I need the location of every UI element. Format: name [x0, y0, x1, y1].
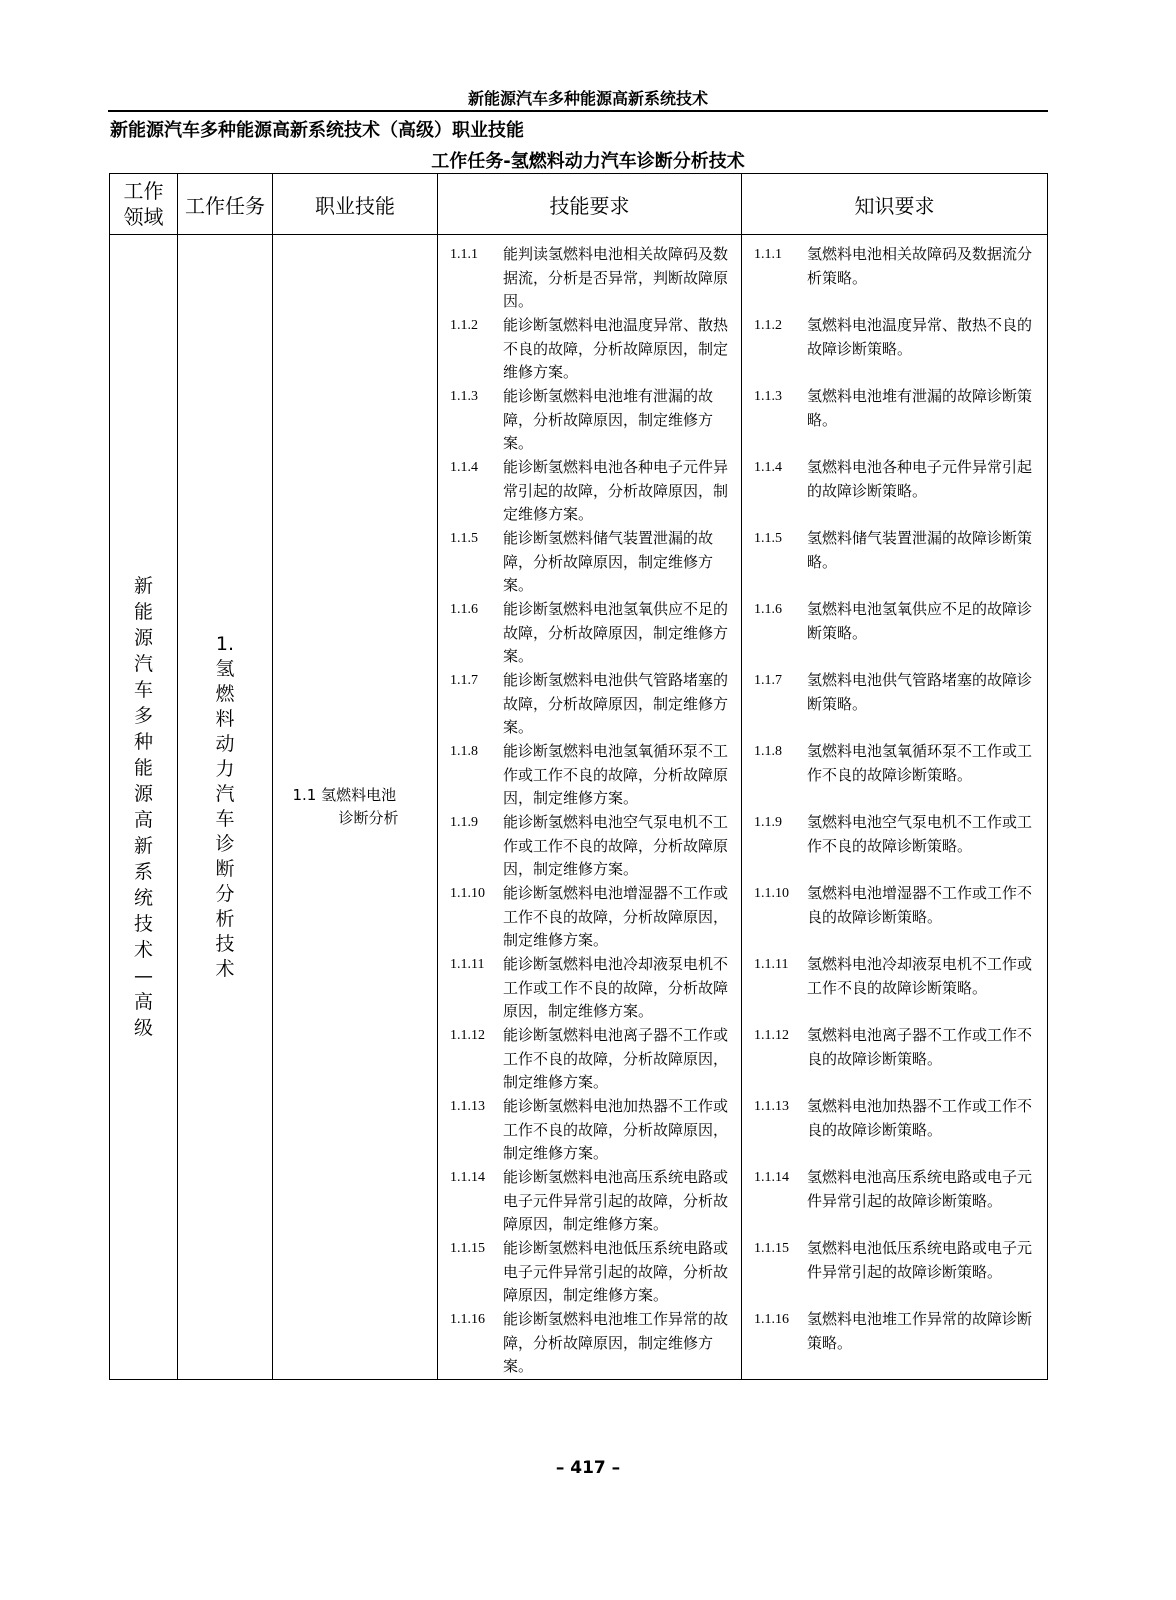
knowledge-requirements-cell — [742, 235, 1048, 1380]
knowledge-requirement-item-text: 氢燃料电池各种电子元件异常引起的故障诊断策略。 — [807, 458, 1033, 500]
skill-requirement-item-text: 能诊断氢燃料电池加热器不工作或工作不良的故障，分析故障原因，制定维修方案。 — [503, 1097, 729, 1162]
skill-cell — [273, 235, 438, 1380]
knowledge-requirement-item — [742, 882, 1047, 953]
skill-requirement-item-number: 1.1.7 — [450, 673, 478, 688]
skill-requirement-item-number: 1.1.14 — [450, 1170, 485, 1185]
knowledge-requirement-item — [742, 669, 1047, 740]
skill-requirement-item-text: 能诊断氢燃料电池离子器不工作或工作不良的故障，分析故障原因，制定维修方案。 — [503, 1026, 729, 1091]
knowledge-requirement-item-number: 1.1.1 — [754, 247, 782, 262]
knowledge-requirement-item — [742, 811, 1047, 882]
skill-requirement-item — [438, 527, 741, 598]
skill-requirements-cell — [438, 235, 742, 1380]
skill-line-2: 诊断分析 — [338, 809, 399, 827]
skill-requirement-item-number: 1.1.1 — [450, 247, 478, 262]
header-knowledge-requirements: 知识要求 — [742, 174, 1048, 235]
skill-requirement-item-text: 能判读氢燃料电池相关故障码及数据流，分析是否异常，判断故障原因。 — [503, 245, 729, 310]
knowledge-requirement-item-number: 1.1.4 — [754, 460, 782, 475]
skill-requirement-item-number: 1.1.6 — [450, 602, 478, 617]
skill-requirement-item-text: 能诊断氢燃料电池冷却液泵电机不工作或工作不良的故障，分析故障原因，制定维修方案。 — [503, 955, 729, 1020]
knowledge-requirement-item — [742, 1095, 1047, 1166]
skill-requirement-item-text: 能诊断氢燃料电池空气泵电机不工作或工作不良的故障，分析故障原因，制定维修方案。 — [503, 813, 729, 878]
header-skill: 职业技能 — [273, 174, 438, 235]
knowledge-requirement-item-text: 氢燃料电池氢氧循环泵不工作或工作不良的故障诊断策略。 — [807, 742, 1033, 784]
skill-requirement-item-number: 1.1.15 — [450, 1241, 485, 1256]
knowledge-requirement-item-number: 1.1.7 — [754, 673, 782, 688]
skill-requirement-item — [438, 243, 741, 314]
knowledge-requirement-item-number: 1.1.9 — [754, 815, 782, 830]
skill-requirement-item-text: 能诊断氢燃料电池氢氧循环泵不工作或工作不良的故障，分析故障原因，制定维修方案。 — [503, 742, 729, 807]
table-row — [110, 235, 1048, 1380]
skill-requirement-item-text: 能诊断氢燃料电池氢氧供应不足的故障，分析故障原因，制定维修方案。 — [503, 600, 729, 665]
skill-table — [109, 173, 1048, 1380]
header-rule — [108, 110, 1048, 112]
skill-requirement-item-number: 1.1.16 — [450, 1312, 485, 1327]
skill-requirement-item — [438, 1308, 741, 1379]
skill-requirement-item-text: 能诊断氢燃料电池高压系统电路或电子元件异常引起的故障，分析故障原因，制定维修方案。 — [503, 1168, 729, 1233]
skill-requirement-item-text: 能诊断氢燃料电池各种电子元件异常引起的故障，分析故障原因，制定维修方案。 — [503, 458, 729, 523]
knowledge-requirement-item — [742, 1308, 1047, 1379]
header-domain: 工作领域 — [110, 174, 178, 235]
knowledge-requirement-item-text: 氢燃料电池加热器不工作或工作不良的故障诊断策略。 — [807, 1097, 1033, 1139]
knowledge-requirement-item-number: 1.1.5 — [754, 531, 782, 546]
knowledge-requirement-item-number: 1.1.16 — [754, 1312, 789, 1327]
skill-requirement-item-text: 能诊断氢燃料储气装置泄漏的故障，分析故障原因，制定维修方案。 — [503, 529, 714, 594]
knowledge-requirement-item — [742, 527, 1047, 598]
skill-requirement-item-number: 1.1.8 — [450, 744, 478, 759]
knowledge-requirement-item-text: 氢燃料储气装置泄漏的故障诊断策略。 — [807, 529, 1033, 571]
skill-requirement-item-number: 1.1.11 — [450, 957, 485, 972]
document-title: 新能源汽车多种能源高新系统技术（高级）职业技能 — [110, 120, 524, 141]
skill-requirement-item-number: 1.1.10 — [450, 886, 485, 901]
task-cell — [178, 235, 273, 1380]
knowledge-requirement-item-text: 氢燃料电池空气泵电机不工作或工作不良的故障诊断策略。 — [807, 813, 1033, 855]
skill-requirement-item — [438, 385, 741, 456]
knowledge-requirement-item-number: 1.1.3 — [754, 389, 782, 404]
knowledge-requirement-item — [742, 1237, 1047, 1308]
skill-requirement-item — [438, 1095, 741, 1166]
knowledge-requirement-item — [742, 1166, 1047, 1237]
skill-requirement-item-number: 1.1.13 — [450, 1099, 485, 1114]
skill-requirement-item-text: 能诊断氢燃料电池温度异常、散热不良的故障，分析故障原因，制定维修方案。 — [503, 316, 729, 381]
skill-requirement-item — [438, 953, 741, 1024]
running-header: 新能源汽车多种能源高新系统技术 — [467, 89, 708, 108]
knowledge-requirement-item — [742, 1024, 1047, 1095]
knowledge-requirement-item-number: 1.1.13 — [754, 1099, 789, 1114]
skill-requirement-item-number: 1.1.3 — [450, 389, 478, 404]
skill-requirement-item-number: 1.1.12 — [450, 1028, 485, 1043]
knowledge-requirement-item-text: 氢燃料电池堆有泄漏的故障诊断策略。 — [807, 387, 1033, 429]
knowledge-requirement-item-text: 氢燃料电池相关故障码及数据流分析策略。 — [807, 245, 1033, 287]
skill-requirement-item-text: 能诊断氢燃料电池增湿器不工作或工作不良的故障，分析故障原因，制定维修方案。 — [503, 884, 729, 949]
knowledge-requirement-item-text: 氢燃料电池堆工作异常的故障诊断策略。 — [807, 1310, 1033, 1352]
skill-requirement-item — [438, 598, 741, 669]
header-task: 工作任务 — [178, 174, 273, 235]
knowledge-requirement-item — [742, 314, 1047, 385]
domain-cell — [110, 235, 178, 1380]
skill-requirement-item-text: 能诊断氢燃料电池供气管路堵塞的故障，分析故障原因，制定维修方案。 — [503, 671, 729, 736]
skill-requirement-item-number: 1.1.5 — [450, 531, 478, 546]
knowledge-requirement-item-text: 氢燃料电池增湿器不工作或工作不良的故障诊断策略。 — [807, 884, 1033, 926]
knowledge-requirement-item — [742, 243, 1047, 314]
skill-requirement-item — [438, 1237, 741, 1308]
skill-requirement-item — [438, 456, 741, 527]
task-text: 1.氢燃料动力汽车诊断分析技术 — [215, 633, 235, 980]
skill-requirement-item — [438, 314, 741, 385]
knowledge-requirement-item-number: 1.1.8 — [754, 744, 782, 759]
knowledge-requirement-item-text: 氢燃料电池离子器不工作或工作不良的故障诊断策略。 — [807, 1026, 1033, 1068]
knowledge-requirement-item-text: 氢燃料电池高压系统电路或电子元件异常引起的故障诊断策略。 — [807, 1168, 1033, 1210]
knowledge-requirement-item-number: 1.1.10 — [754, 886, 789, 901]
knowledge-requirement-item — [742, 456, 1047, 527]
knowledge-requirement-item-text: 氢燃料电池温度异常、散热不良的故障诊断策略。 — [807, 316, 1033, 358]
skill-requirement-item — [438, 1024, 741, 1095]
skill-requirement-item — [438, 811, 741, 882]
skill-line-1: 1.1 氢燃料电池 — [292, 786, 397, 804]
knowledge-requirement-item-text: 氢燃料电池冷却液泵电机不工作或工作不良的故障诊断策略。 — [807, 955, 1033, 997]
knowledge-requirement-item-text: 氢燃料电池氢氧供应不足的故障诊断策略。 — [807, 600, 1033, 642]
knowledge-requirement-item — [742, 598, 1047, 669]
knowledge-requirement-item-number: 1.1.14 — [754, 1170, 789, 1185]
knowledge-requirement-item-number: 1.1.12 — [754, 1028, 789, 1043]
knowledge-requirement-item-text: 氢燃料电池供气管路堵塞的故障诊断策略。 — [807, 671, 1033, 713]
page-number: – 417 – — [555, 1458, 621, 1478]
skill-requirement-item — [438, 1166, 741, 1237]
knowledge-requirement-item-text: 氢燃料电池低压系统电路或电子元件异常引起的故障诊断策略。 — [807, 1239, 1033, 1281]
skill-requirement-item-text: 能诊断氢燃料电池低压系统电路或电子元件异常引起的故障，分析故障原因，制定维修方案。 — [503, 1239, 729, 1304]
knowledge-requirement-item-number: 1.1.15 — [754, 1241, 789, 1256]
knowledge-requirement-item-number: 1.1.2 — [754, 318, 782, 333]
skill-requirement-item-number: 1.1.9 — [450, 815, 478, 830]
domain-text: 新能源汽车多种能源高新系统技术—高级 — [133, 575, 153, 1039]
skill-requirement-item — [438, 669, 741, 740]
knowledge-requirements-list — [742, 243, 1047, 1379]
knowledge-requirement-item-number: 1.1.11 — [754, 957, 789, 972]
skill-requirement-item — [438, 740, 741, 811]
skill-requirement-item-number: 1.1.4 — [450, 460, 478, 475]
document-subtitle: 工作任务-氢燃料动力汽车诊断分析技术 — [431, 151, 745, 172]
knowledge-requirement-item — [742, 385, 1047, 456]
knowledge-requirement-item — [742, 953, 1047, 1024]
skill-requirement-item-number: 1.1.2 — [450, 318, 478, 333]
knowledge-requirement-item-number: 1.1.6 — [754, 602, 782, 617]
table-header-row — [110, 174, 1048, 235]
header-skill-requirements: 技能要求 — [438, 174, 742, 235]
skill-requirement-item-text: 能诊断氢燃料电池堆工作异常的故障，分析故障原因，制定维修方案。 — [503, 1310, 729, 1375]
skill-requirement-item-text: 能诊断氢燃料电池堆有泄漏的故障，分析故障原因，制定维修方案。 — [503, 387, 714, 452]
skill-requirement-item — [438, 882, 741, 953]
skill-requirements-list — [438, 243, 741, 1379]
knowledge-requirement-item — [742, 740, 1047, 811]
